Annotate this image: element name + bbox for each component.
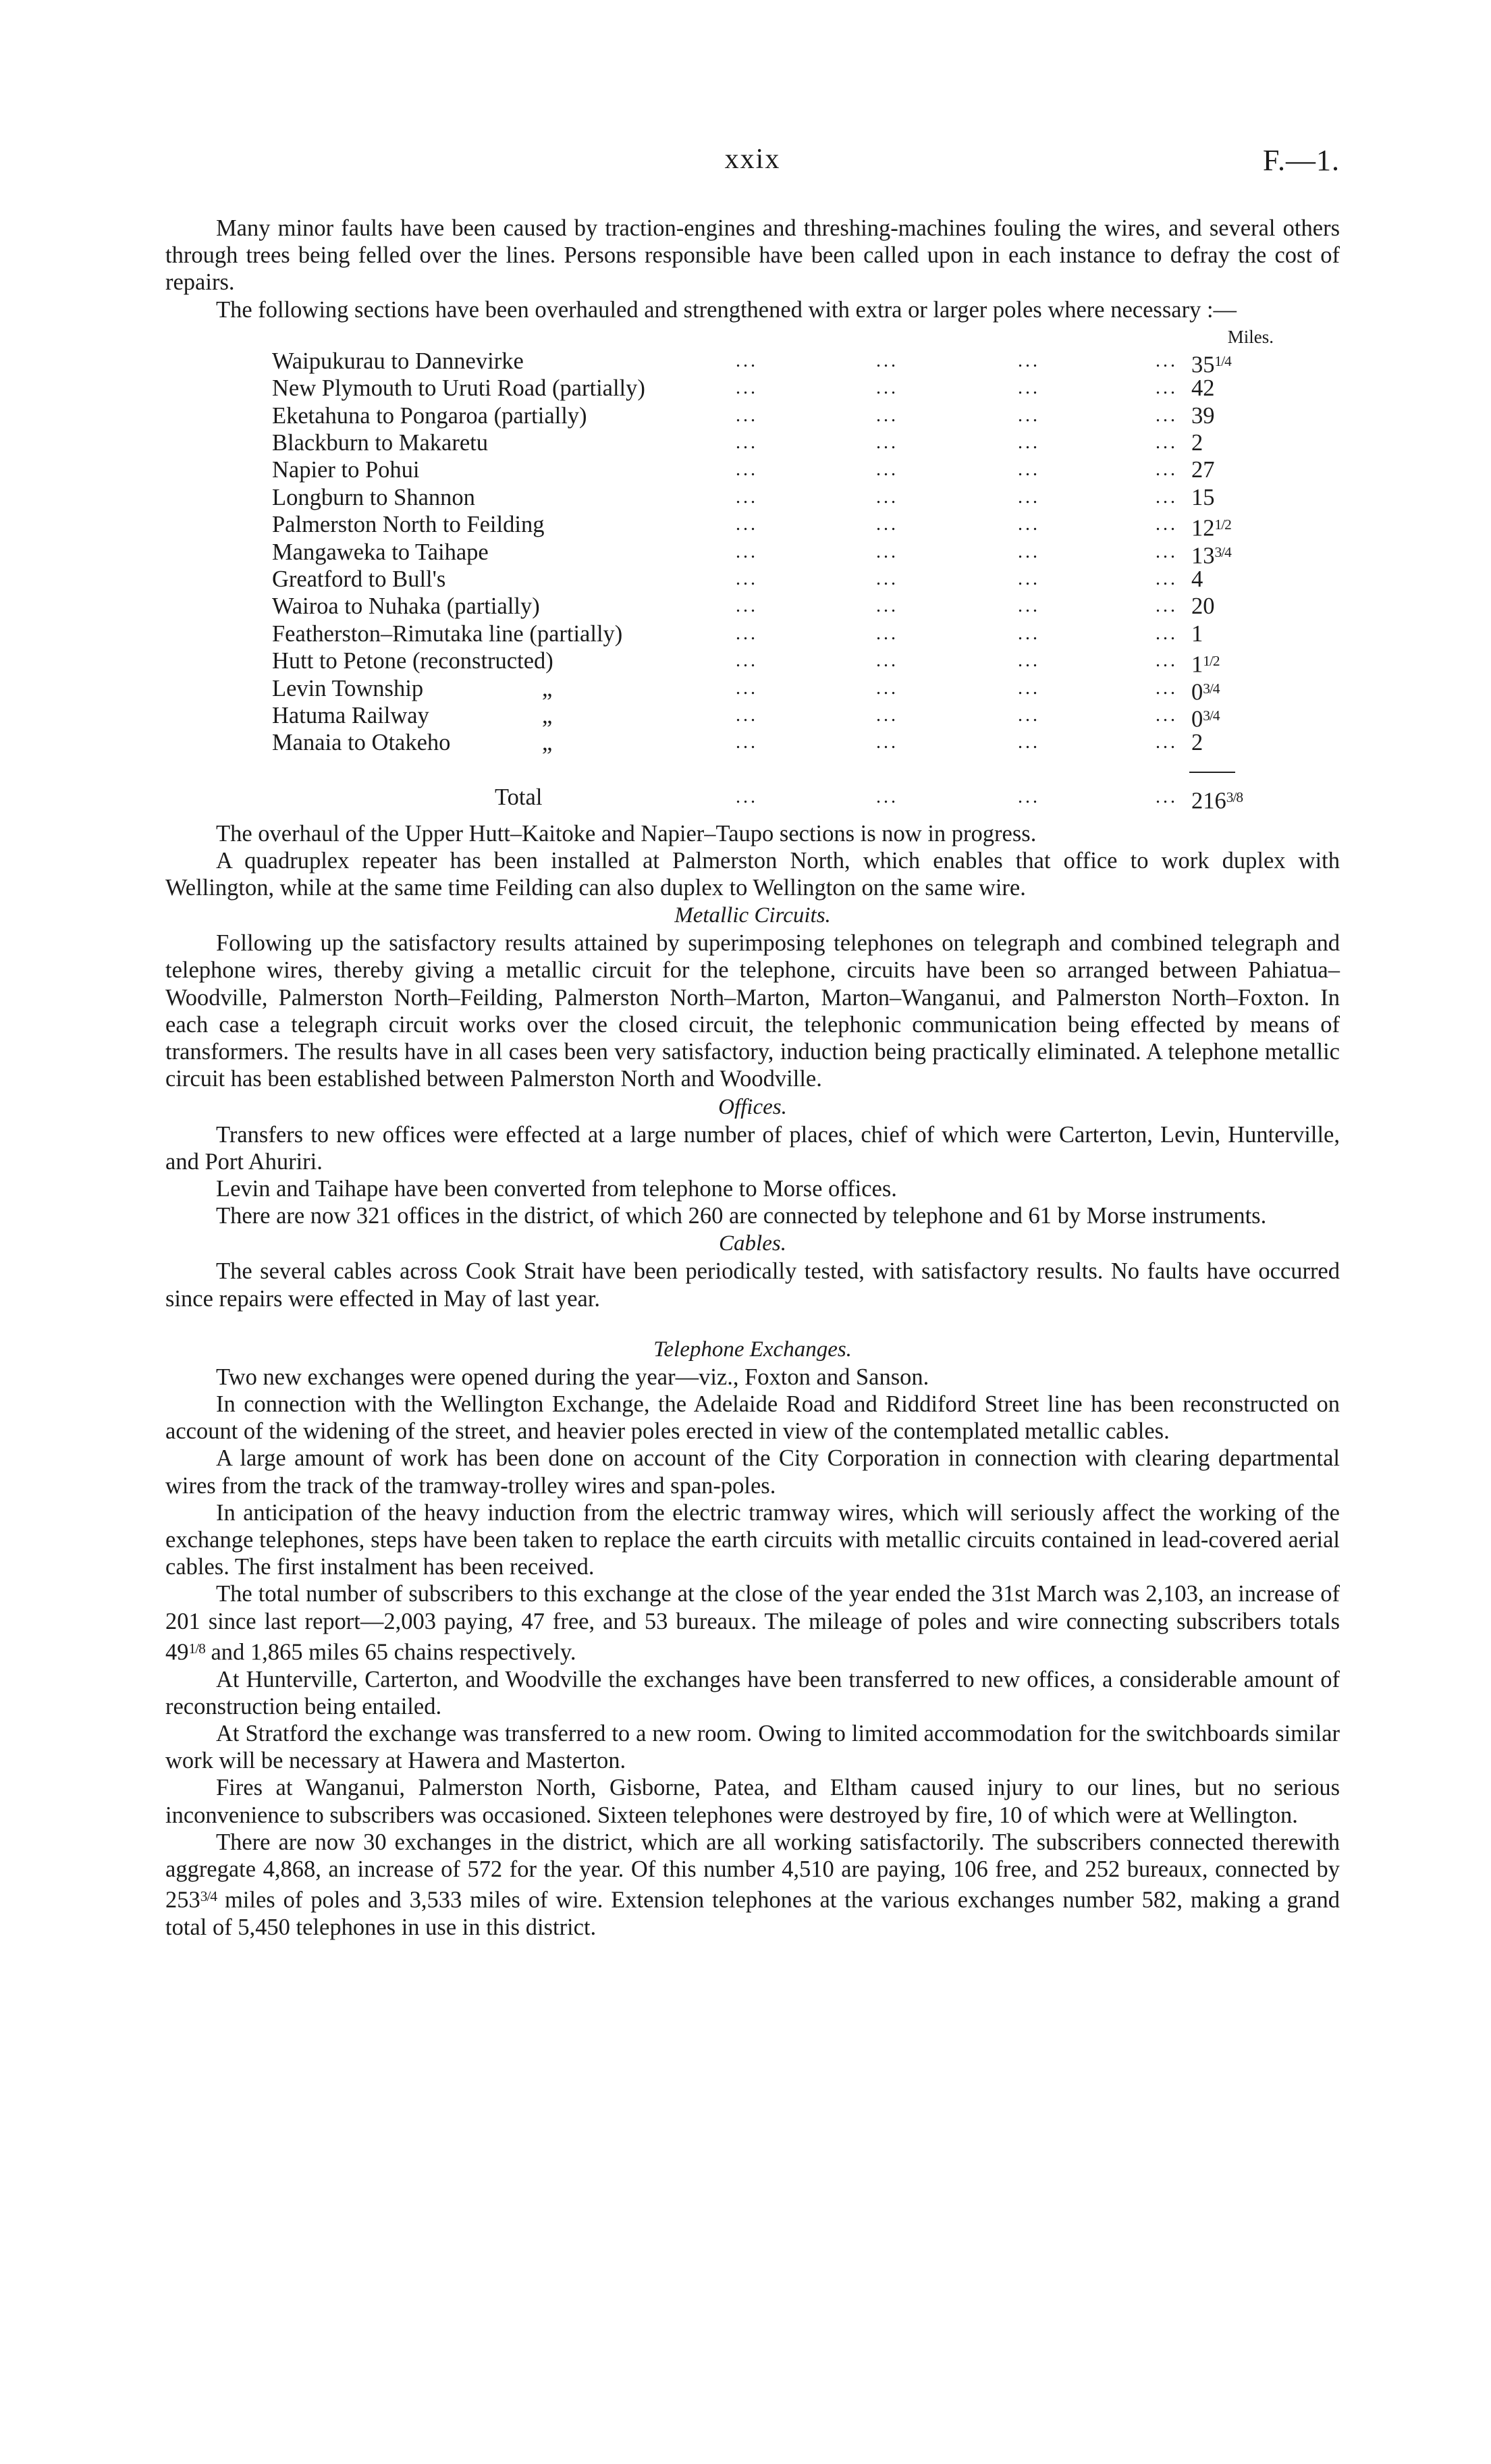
section-miles: 27 xyxy=(1191,457,1215,483)
table-row xyxy=(165,620,1340,647)
document-reference: F.—1. xyxy=(1263,144,1340,177)
table-row xyxy=(165,402,1340,429)
table-row xyxy=(165,566,1340,593)
section-name: Featherston–Rimutaka line (partially) xyxy=(272,620,623,647)
leader-dots: ... ... ... ... xyxy=(736,514,1178,535)
table-row xyxy=(165,484,1340,511)
table-total-row xyxy=(165,784,1340,813)
section-name: Mangaweka to Taihape xyxy=(272,539,489,565)
overhauled-sections-table xyxy=(165,325,1340,813)
section-miles: $12^{1/2}$ xyxy=(1191,515,1231,541)
leader-dots: ... ... ... ... xyxy=(736,677,1178,699)
section-name: Eketahuna to Pongaroa (partially) xyxy=(272,402,587,429)
leader-dots: ... ... ... ... xyxy=(736,431,1178,453)
section-name: Longburn to Shannon xyxy=(272,484,475,510)
section-name: Palmerston North to Feilding xyxy=(272,512,545,538)
section-heading-cables: Cables. xyxy=(719,1231,786,1256)
section-miles: 20 xyxy=(1191,593,1215,620)
table-row xyxy=(165,675,1340,705)
ditto-mark: „ xyxy=(542,702,553,728)
section-miles: $1^{1/2}$ xyxy=(1191,651,1220,678)
section-heading-offices: Offices. xyxy=(718,1094,787,1119)
table-row xyxy=(165,429,1340,456)
leader-dots: ... ... ... ... xyxy=(736,650,1178,672)
leader-dots: ... ... ... ... xyxy=(736,486,1178,508)
table-row xyxy=(165,456,1340,483)
paragraph: In connection with the Wellington Exchange, the Adelaide Road and Riddiford Street line has been reconstructed on account of the widening of the street, and heavier poles erected in view of the contemplated metallic cables. xyxy=(165,1391,1340,1445)
leader-dots: ... ... ... ... xyxy=(736,541,1178,562)
table-row xyxy=(165,511,1340,541)
paragraph: The overhaul of the Upper Hutt–Kaitoke and Napier–Taupo sections is now in progress. xyxy=(216,820,1037,847)
leader-dots: ... ... ... ... xyxy=(736,404,1178,426)
miles-column-header: Miles. xyxy=(1227,326,1274,347)
paragraph: Two new exchanges were opened during the year—viz., Foxton and Sanson. xyxy=(216,1364,929,1390)
paragraph: Levin and Taihape have been converted from telephone to Morse offices. xyxy=(216,1175,897,1202)
table-row xyxy=(165,348,1340,378)
section-name: Wairoa to Nuhaka (partially) xyxy=(272,593,540,620)
paragraph: A quadruplex repeater has been installed at Palmerston North, which enables that office to work duplex with Wellington, while at the same time Feilding can also duplex to Wellington on the same wire. xyxy=(165,847,1340,901)
section-miles: 39 xyxy=(1191,402,1215,429)
paragraph: In anticipation of the heavy induction from the electric tramway wires, which will seriously affect the working of the exchange telephones, steps have been taken to replace the earth circuits with metallic circuits contained in lead-covered aerial cables. The first instalment has been received. xyxy=(165,1499,1340,1580)
section-name: Hutt to Petone (reconstructed) xyxy=(272,648,553,674)
paragraph: At Hunterville, Carterton, and Woodville the exchanges have been transferred to new offices, a considerable amount of reconstruction being entailed. xyxy=(165,1666,1340,1719)
leader-dots: ... ... ... ... xyxy=(736,732,1178,753)
page-header xyxy=(165,143,1340,184)
paragraph: Transfers to new offices were effected at a large number of places, chief of which were Carterton, Levin, Hunterville, and Port Ahuriri. xyxy=(165,1121,1340,1175)
section-miles: 15 xyxy=(1191,484,1215,510)
section-name: New Plymouth to Uruti Road (partially) xyxy=(272,375,645,402)
paragraph: The total number of subscribers to this exchange at the close of the year ended the 31st March was 2,103, an increase of 201 since last report—2,003 paying, 47 free, and 53 bureaux. The mileage of poles and wire connecting subscribers totals $49^{1/8}$ and 1,865 miles 65 chains respectively. xyxy=(165,1581,1340,1665)
leader-dots: ... ... ... ... xyxy=(736,786,1178,807)
table-rows xyxy=(165,348,1340,757)
table-row xyxy=(165,647,1340,678)
section-miles: $13^{3/4}$ xyxy=(1191,543,1231,569)
leader-dots: ... ... ... ... xyxy=(736,704,1178,726)
paragraph: Fires at Wanganui, Palmerston North, Gisborne, Patea, and Eltham caused injury to our lines, but no serious inconvenience to subscribers was occasioned. Sixteen telephones were destroyed by fire, 10 of which were at Wellington. xyxy=(165,1775,1340,1828)
ditto-mark: „ xyxy=(542,675,553,701)
leader-dots: ... ... ... ... xyxy=(736,459,1178,481)
section-miles: $0^{3/4}$ xyxy=(1191,679,1220,705)
table-row xyxy=(165,702,1340,732)
paragraph: The following sections have been overhauled and strengthened with extra or larger poles where necessary :— xyxy=(216,296,1237,323)
section-heading-metallic-circuits: Metallic Circuits. xyxy=(674,903,831,928)
paragraph: Following up the satisfactory results attained by superimposing telephones on telegraph and combined telegraph and telephone wires, thereby giving a metallic circuit for the telephone, circuits have been so arranged between Pahiatua–Woodville, Palmerston North–Feilding, Palmerston North–Marton, Marton–Wanganui, and Palmerston North–Foxton. In each case a telegraph circuit works over the closed circuit, the telephonic communication being effected by means of transformers. The results have in all cases been very satisfactory, induction being practically eliminated. A telephone metallic circuit has been established between Palmerston North and Woodville. xyxy=(165,930,1340,1092)
section-name: Blackburn to Makaretu xyxy=(272,429,488,456)
section-miles: 2 xyxy=(1191,730,1203,756)
section-miles: 2 xyxy=(1191,429,1203,456)
paragraph: There are now 30 exchanges in the district, which are all working satisfactorily. The subscribers connected therewith aggregate 4,868, an increase of 572 for the year. Of this number 4,510 are paying, 106 free, and 252 bureaux, connected by $253^{3/4}$ miles of poles and 3,533 miles of wire. Extension telephones at the various exchanges number 582, making a grand total of 5,450 telephones in use in this district. xyxy=(165,1829,1340,1941)
leader-dots: ... ... ... ... xyxy=(736,377,1178,399)
section-name: Napier to Pohui xyxy=(272,457,420,483)
table-row xyxy=(165,375,1340,402)
section-miles: $35^{1/4}$ xyxy=(1191,352,1231,378)
section-name: Manaia to Otakeho xyxy=(272,730,451,756)
section-heading-telephone-exchanges: Telephone Exchanges. xyxy=(653,1337,852,1362)
paragraph: There are now 321 offices in the district, of which 260 are connected by telephone and 61 by Morse instruments. xyxy=(216,1203,1267,1229)
paragraph: A large amount of work has been done on account of the City Corporation in connection with clearing departmental wires from the track of the tramway-trolley wires and span-poles. xyxy=(165,1445,1340,1499)
page-number: xxix xyxy=(724,144,781,175)
total-rule xyxy=(165,757,1340,784)
section-miles: 4 xyxy=(1191,566,1203,592)
paragraph: Many minor faults have been caused by traction-engines and threshing-machines fouling the wires, and several others through trees being felled over the lines. Persons responsible have been called upon in each instance to defray the cost of repairs. xyxy=(165,215,1340,296)
section-miles: 42 xyxy=(1191,375,1215,402)
section-name: Hatuma Railway xyxy=(272,702,429,728)
paragraph: The several cables across Cook Strait have been periodically tested, with satisfactory results. No faults have occurred since repairs were effected in May of last year. xyxy=(165,1258,1340,1312)
paragraph: At Stratford the exchange was transferred to a new room. Owing to limited accommodation for the switchboards similar work will be necessary at Hawera and Masterton. xyxy=(165,1720,1340,1774)
leader-dots: ... ... ... ... xyxy=(736,568,1178,589)
table-row xyxy=(165,539,1340,569)
total-miles: $216^{3/8}$ xyxy=(1191,788,1243,814)
section-miles: $0^{3/4}$ xyxy=(1191,706,1220,732)
leader-dots: ... ... ... ... xyxy=(736,350,1178,371)
section-name: Waipukurau to Dannevirke xyxy=(272,348,524,374)
total-label: Total xyxy=(495,784,543,810)
table-row xyxy=(165,593,1340,620)
section-miles: 1 xyxy=(1191,620,1203,647)
section-name: Levin Township xyxy=(272,675,424,701)
table-row xyxy=(165,729,1340,756)
leader-dots: ... ... ... ... xyxy=(736,595,1178,617)
section-name: Greatford to Bull's xyxy=(272,566,446,592)
leader-dots: ... ... ... ... xyxy=(736,622,1178,644)
ditto-mark: „ xyxy=(542,730,553,756)
page-body xyxy=(165,215,1340,1941)
